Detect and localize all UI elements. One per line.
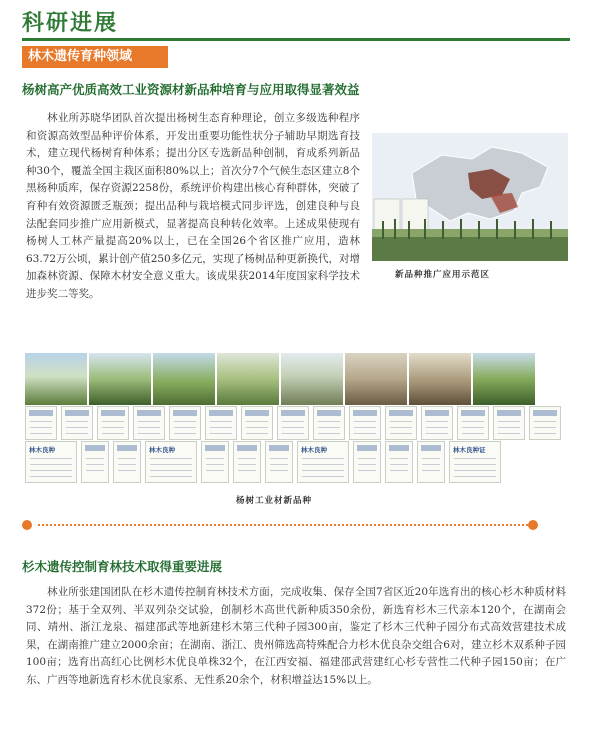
poplar-photo [153,353,215,405]
china-map-graphic [372,133,568,261]
certificate [113,441,141,483]
poplar-photo [281,353,343,405]
seed-certificate [449,441,501,483]
divider-dot-left [22,520,32,530]
certificate [385,406,417,440]
certificate [201,441,229,483]
article1-heading: 杨树高产优质高效工业资源材新品种培育与应用取得显著效益 [22,82,360,97]
certificate-row-2 [25,441,501,483]
figure1-caption: 新品种推广应用示范区 [395,270,491,280]
certificate [265,441,293,483]
certificate [61,406,93,440]
section-tab: 林木遗传育种领域 [22,46,168,68]
certificate-label: 林木良种 [149,446,175,454]
certificate [529,406,561,440]
certificate [353,441,381,483]
poplar-photo [89,353,151,405]
certificate-label: 林木良种证 [453,446,486,454]
certificate [277,406,309,440]
certificate [233,441,261,483]
article2-body: 林业所张建国团队在杉木遗传控制育林技术方面，完成收集、保存全国7省区近20年选育出的核心杉木种质材料372份；基于全双列、半双列杂交试验，创制杉木高世代新种质350余份，新选育杉木三代亲本120个，在湖南会同、靖州、浙江龙泉、福建邵武等地新建杉木第三代种子园300亩，鉴定了杉木三代种子园分布式高效营建技术成果，在湖南推广建立2000余亩；在湖南、浙江、贵州筛选高特殊配合力杉木优良杂交组合6对，建立杉木双系种子园100亩；选育出高红心比例杉木优良单株32个，在江西安福、福建邵武营建红心杉专营性二代种子园150亩；在广东、广西等地新选育杉木优良家系、无性系20余个，材积增益达15%以上。 [26,586,566,686]
poplar-photo [473,353,535,405]
seed-certificate [297,441,349,483]
poplar-photo [409,353,471,405]
certificate [133,406,165,440]
certificate-row-1 [25,406,561,440]
certificate [313,406,345,440]
poplar-photo-strip [25,353,535,405]
article1-body: 林业所苏晓华团队首次提出杨树生态育种理论，创立多级选种程序和资源高效型品种评价体系，开发出重要功能性状分子辅助早期选育技术，建立现代杨树育种体系；提出分区专选新品种创制，育成系列新品种30个，覆盖全国主栽区面积80%以上；首次分7个气候生态区建立8个黑杨种质库，保存资源2258份，系统评价构建出核心育种群体，突破了育种有效资源匮乏瓶颈；提出品种与栽培模式同步评选，创建良种与良法配套同步推广应用新模式，显著提高良种转化效率。上述成果使现有杨树人工林产量提高20%以上，已在全国26个省区推广应用，造林63.72万公顷，累计创产值250多亿元，实现了杨树品种更新换代，对增加森林资源、保障木材安全意义重大。该成果获2014年度国家科学技术进步奖二等奖。 [26,112,360,300]
page-title: 科研进展 [22,10,119,36]
title-rule [22,38,570,41]
certificate-label: 林木良种 [29,446,55,454]
china-map-figure [372,133,568,261]
figure2-caption: 杨树工业材新品种 [236,496,313,506]
article2-heading: 杉木遗传控制育林技术取得重要进展 [22,559,223,574]
poplar-photo [217,353,279,405]
seed-certificate [145,441,197,483]
certificate-label: 林木良种 [301,446,327,454]
certificate [81,441,109,483]
certificate [25,406,57,440]
certificate [457,406,489,440]
section-divider [38,524,528,528]
poplar-photo [345,353,407,405]
poplar-photo [25,353,87,405]
certificate [97,406,129,440]
seed-certificate [25,441,77,483]
certificate [241,406,273,440]
certificate [421,406,453,440]
certificate [169,406,201,440]
certificate [417,441,445,483]
certificate [349,406,381,440]
divider-dot-right [528,520,538,530]
certificate [493,406,525,440]
certificate [385,441,413,483]
certificate [205,406,237,440]
